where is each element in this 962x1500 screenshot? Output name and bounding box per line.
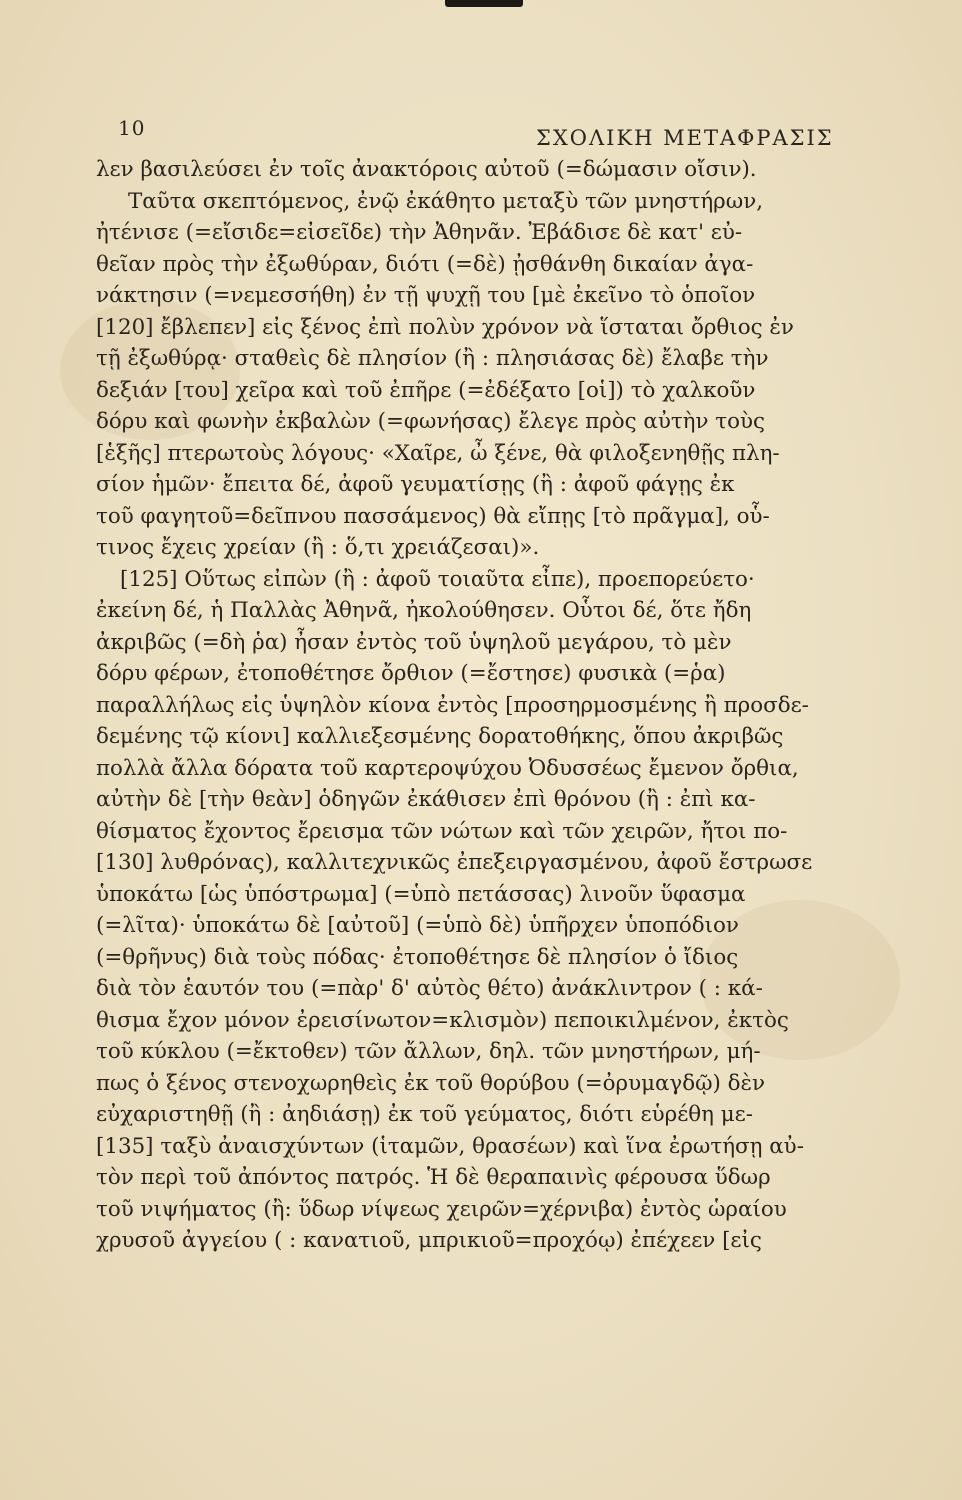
text-line: [ἑξῆς] πτερωτοὺς λόγους· «Χαῖρε, ὦ ξένε, θὰ φιλοξενηθῇς πλη- xyxy=(96,440,780,466)
text-line: διὰ τὸν ἑαυτόν του (=πὰρ' δ' αὐτὸς θέτο) ἀνάκλιντρον ( : κά- xyxy=(96,976,763,1001)
text-line: τῇ ἐξωθύρᾳ· σταθεὶς δὲ πλησίον (ἢ : πλησιάσας δὲ) ἔλαβε τὴν xyxy=(96,346,769,371)
page-number: 10 xyxy=(118,116,146,140)
text-line: λεν βασιλεύσει ἐν τοῖς ἀνακτόροις αὐτοῦ (=δώμασιν οἴσιν). xyxy=(96,157,757,182)
text-line: θισμα ἔχον μόνον ἐρεισίνωτον=κλισμὸν) πεποικιλμένον, ἐκτὸς xyxy=(96,1007,789,1033)
text-line: (=θρῆνυς) διὰ τοὺς πόδας· ἐτοποθέτησε δὲ πλησίον ὁ ἴδιος xyxy=(96,944,739,970)
text-line: [120] ἔβλεπεν] εἰς ξένος ἐπὶ πολὺν χρόνον νὰ ἵσταται ὄρθιος ἐν xyxy=(96,314,794,340)
text-line: τὸν περὶ τοῦ ἀπόντος πατρός. Ἡ δὲ θεραπαινὶς φέρουσα ὕδωρ xyxy=(96,1165,771,1190)
text-line: τοῦ νιψήματος (ἢ: ὕδωρ νίψεως χειρῶν=χέρνιβα) ἐντὸς ὡραίου xyxy=(96,1196,787,1222)
text-line: θεῖαν πρὸς τὴν ἐξωθύραν, διότι (=δὲ) ᾐσθάνθη δικαίαν ἀγα- xyxy=(96,251,754,277)
running-title: ΣΧΟΛΙΚΗ ΜΕΤΑΦΡΑΣΙΣ xyxy=(536,126,834,150)
text-line: χρυσοῦ ἀγγείου ( : κανατιοῦ, μπρικιοῦ=προχόῳ) ἐπέχεεν [εἰς xyxy=(96,1228,762,1253)
text-line: τινος ἔχεις χρείαν (ἢ : ὅ,τι χρειάζεσαι)». xyxy=(96,535,540,560)
text-line: σίον ἡμῶν· ἔπειτα δέ, ἀφοῦ γευματίσῃς (ἢ : ἀφοῦ φάγῃς ἐκ xyxy=(96,472,735,497)
text-line: Ταῦτα σκεπτόμενος, ἐνῷ ἐκάθητο μεταξὺ τῶν μνηστήρων, xyxy=(128,188,764,214)
text-line: θίσματος ἔχοντος ἔρεισμα τῶν νώτων καὶ τῶν χειρῶν, ἤτοι πο- xyxy=(96,818,788,844)
text-line: δόρυ φέρων, ἐτοποθέτησε ὄρθιον (=ἔστησε) φυσικὰ (=ῥα) xyxy=(96,661,726,686)
text-line: εὐχαριστηθῇ (ἢ : ἀηδιάσῃ) ἐκ τοῦ γεύματος, διότι εὑρέθη με- xyxy=(96,1102,753,1127)
text-line: δεξιάν [του] χεῖρα καὶ τοῦ ἐπῆρε (=ἐδέξατο [οἱ]) τὸ χαλκοῦν xyxy=(96,377,756,403)
text-line: ἐκείνη δέ, ἡ Παλλὰς Ἀθηνᾶ, ἠκολούθησεν. Οὗτοι δέ, ὅτε ἤδη xyxy=(96,598,752,623)
text-line: δεμένης τῷ κίονι] καλλιεξεσμένης δορατοθήκης, ὅπου ἀκριβῶς xyxy=(96,724,784,749)
text-line: ἠτένισε (=εἴσιδε=εἰσεῖδε) τὴν Ἀθηνᾶν. Ἐβάδισε δὲ κατ' εὐ- xyxy=(96,220,743,245)
text-line: πως ὁ ξένος στενοχωρηθεὶς ἐκ τοῦ θορύβου (=ὀρυμαγδῷ) δὲν xyxy=(96,1070,766,1096)
text-line: τοῦ φαγητοῦ=δεῖπνου πασσάμενος) θὰ εἴπῃς [τὸ πρᾶγμα], οὗ- xyxy=(96,503,770,529)
text-line: νάκτησιν (=νεμεσσήθη) ἐν τῇ ψυχῇ του [μὲ ἐκεῖνο τὸ ὁποῖον xyxy=(96,283,756,308)
text-line: ὑποκάτω [ὡς ὑπόστρωμα] (=ὑπὸ πετάσσας) λινοῦν ὕφασμα xyxy=(96,881,746,907)
text-line: [125] Οὕτως εἰπὼν (ἢ : ἀφοῦ τοιαῦτα εἶπε), προεπορεύετο· xyxy=(120,566,755,592)
text-line: [130] λυθρόνας), καλλιτεχνικῶς ἐπεξειργασμένου, ἀφοῦ ἔστρωσε xyxy=(96,850,813,875)
body-text xyxy=(96,150,836,1257)
text-line: τοῦ κύκλου (=ἔκτοθεν) τῶν ἄλλων, δηλ. τῶν μνηστήρων, μή- xyxy=(96,1039,761,1064)
text-line: δόρυ καὶ φωνὴν ἐκβαλὼν (=φωνήσας) ἔλεγε πρὸς αὐτὴν τοὺς xyxy=(96,409,765,434)
text-line: (=λῖτα)· ὑποκάτω δὲ [αὐτοῦ] (=ὑπὸ δὲ) ὑπῆρχεν ὑποπόδιον xyxy=(96,913,739,938)
text-line: παραλλήλως εἰς ὑψηλὸν κίονα ἐντὸς [προσηρμοσμένης ἢ προσδε- xyxy=(96,692,809,718)
text-line: [135] ταξὺ ἀναισχύντων (ἱταμῶν, θρασέων) καὶ ἵνα ἐρωτήσῃ αὐ- xyxy=(96,1133,804,1159)
top-binding-mark xyxy=(445,0,523,7)
text-line: ἀκριβῶς (=δὴ ῥα) ἦσαν ἐντὸς τοῦ ὑψηλοῦ μεγάρου, τὸ μὲν xyxy=(96,629,732,655)
text-line: πολλὰ ἄλλα δόρατα τοῦ καρτεροψύχου Ὀδυσσέως ἔμενον ὄρθια, xyxy=(96,755,799,781)
text-line: αὐτὴν δὲ [τὴν θεὰν] ὁδηγῶν ἐκάθισεν ἐπὶ θρόνου (ἢ : ἐπὶ κα- xyxy=(96,787,756,812)
